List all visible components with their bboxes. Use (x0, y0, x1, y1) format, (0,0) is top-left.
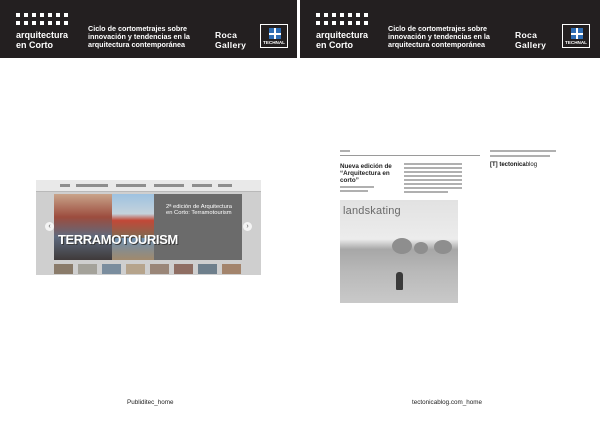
blog-article-text (404, 191, 448, 193)
gallery-line-1: Roca (515, 30, 538, 40)
gallery-line-1: Roca (215, 30, 238, 40)
header-bar-left (0, 0, 297, 58)
publiditec-home-screenshot (36, 180, 261, 275)
tagline-line-1: Ciclo de cortometrajes sobre (88, 24, 188, 33)
technal-cross-icon (269, 28, 281, 39)
slider-prev-arrow-icon: ‹ (45, 222, 54, 231)
blog-header-rule (340, 155, 480, 156)
gallery-line-2: Gallery (215, 39, 247, 50)
tagline-line-2: innovación y tendencias en la (388, 32, 490, 42)
blog-article-meta-2 (340, 190, 368, 192)
hero-brand-title: TERRAMOTOURISM (58, 232, 178, 247)
slider-next-arrow-icon: › (243, 222, 252, 231)
blog-logo-name: tectonica (499, 162, 526, 168)
landskating-title: landskating (343, 205, 401, 217)
tectonicablog-logo (490, 162, 537, 169)
blog-article-text (404, 167, 462, 169)
blog-article-title: Nueva edición de “Arquitectura en corto” (340, 163, 392, 184)
blog-article-text (404, 175, 462, 177)
tagline-line-3: arquitectura contemporánea (88, 40, 186, 50)
header-tagline (88, 25, 208, 50)
caption-tectonicablog-home: tectonicablog.com_home (412, 399, 483, 406)
caption-publiditec-home: Publiditec_home (127, 399, 174, 406)
technal-logo-badge (562, 24, 590, 48)
landskating-feature-image (340, 200, 458, 303)
tagline-line-3: arquitectura contemporánea (388, 40, 486, 50)
gallery-line-2: Gallery (515, 39, 547, 50)
logo-line-1: arquitectura (16, 30, 69, 40)
tagline-line-1: Ciclo de cortometrajes sobre (388, 24, 488, 33)
hero-photo-group (54, 194, 112, 260)
site-top-navigation (36, 180, 261, 192)
blog-top-links-2 (490, 155, 550, 157)
blog-article-text (404, 179, 462, 181)
technal-logo-badge (260, 24, 288, 48)
blog-section-label (340, 150, 350, 152)
arquitectura-en-corto-logo-grid (16, 12, 72, 29)
blog-logo-bracket: [T] (490, 162, 498, 168)
roca-gallery-label (215, 31, 246, 50)
logo-line-2: en Corto (316, 39, 353, 50)
arquitectura-en-corto-logo-grid (316, 12, 372, 29)
site-thumbnail-strip (54, 264, 244, 274)
blog-article-text (404, 187, 462, 189)
site-hero-slider (54, 194, 242, 260)
tagline-line-2: innovación y tendencias en la (88, 32, 190, 42)
blog-logo-suffix: blog (525, 162, 538, 168)
blog-article-text (404, 171, 462, 173)
technal-cross-icon (571, 28, 583, 39)
logo-line-1: arquitectura (316, 30, 369, 40)
technal-wordmark: TECHNAL (565, 40, 587, 45)
blog-article-text (404, 183, 462, 185)
logo-wordmark (316, 31, 368, 50)
tectonicablog-home-screenshot (336, 146, 560, 306)
header-tagline (388, 25, 508, 50)
blog-article-meta (340, 186, 374, 188)
blog-article-text (404, 163, 462, 165)
skater-figure (396, 272, 403, 290)
header-bar-right (300, 0, 600, 58)
logo-line-2: en Corto (16, 39, 53, 50)
blog-top-links (490, 150, 556, 152)
hero-headline: 2ª edición de Arquitectura en Corto: Terramotourism (166, 204, 232, 217)
technal-wordmark: TECHNAL (263, 40, 285, 45)
logo-wordmark (16, 31, 68, 50)
roca-gallery-label (515, 31, 546, 50)
